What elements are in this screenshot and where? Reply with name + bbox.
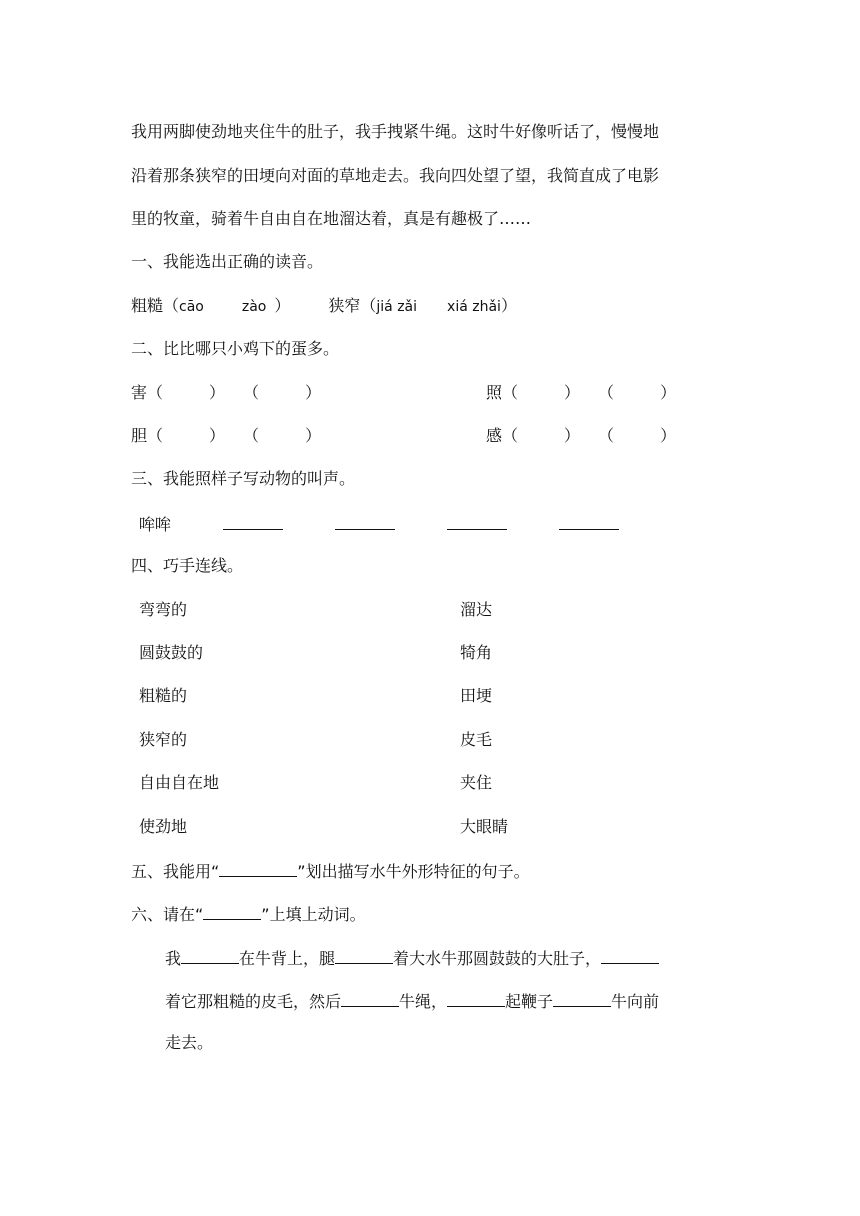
q6-blank-2[interactable] [335, 947, 393, 964]
q4-right-item[interactable]: 皮毛 [460, 730, 493, 749]
q4-right-item[interactable]: 田埂 [460, 686, 493, 705]
q3-blank-4[interactable] [559, 513, 619, 530]
q6-line-2: 着它那粗糙的皮毛，然后 牛绳， 起鞭子 牛向前 [165, 992, 660, 1011]
question-4-title: 四、巧手连线。 [131, 556, 244, 575]
q6-blank-5[interactable] [447, 990, 505, 1007]
q2-row-2-left: 胆（ ） （ ） [131, 426, 322, 445]
q2-row-1-left: 害（ ） （ ） [131, 383, 322, 402]
q6-line-1: 我 在牛背上，腿 着大水牛那圆鼓鼓的大肚子， [165, 947, 659, 969]
q4-left-item[interactable]: 使劲地 [139, 817, 188, 836]
q3-answer-row [139, 513, 619, 535]
q4-left-item[interactable]: 弯弯的 [139, 600, 188, 619]
q3-blank-3[interactable] [447, 513, 507, 530]
q3-blank-1[interactable] [223, 513, 283, 530]
q4-left-item[interactable]: 自由自在地 [139, 773, 220, 792]
q1-option-2b: xiá zhǎi [447, 299, 501, 315]
q1-option-2a: jiá zǎi [376, 299, 418, 315]
question-3-title: 三、我能照样子写动物的叫声。 [131, 469, 356, 488]
question-5-title: 五、我能用“ ”划出描写水牛外形特征的句子。 [131, 862, 530, 881]
q3-blank-2[interactable] [335, 513, 395, 530]
question-1-title: 一、我能选出正确的读音。 [131, 252, 324, 271]
passage-line-2: 沿着那条狭窄的田埂向对面的草地走去。我向四处望了望，我简直成了电影 [131, 166, 660, 185]
question-2-title: 二、比比哪只小鸡下的蛋多。 [131, 339, 340, 358]
q2-char: 胆 [131, 426, 148, 445]
q1-close-1: ） [274, 296, 291, 315]
passage-line-1: 我用两脚使劲地夹住牛的肚子，我手拽紧牛绳。这时牛好像听话了，慢慢地 [131, 122, 660, 141]
question-6-title: 六、请在“ ”上填上动词。 [131, 905, 366, 924]
q4-right-item[interactable]: 溜达 [460, 600, 493, 619]
q4-left-item[interactable]: 圆鼓鼓的 [139, 643, 204, 662]
q1-close-2: ） [500, 296, 517, 315]
q3-example: 哞哞 [139, 515, 172, 534]
q6-blank-1[interactable] [181, 947, 239, 964]
q1-word-1: 粗糙（ [131, 296, 180, 315]
q2-row-1-right: 照（ ） （ ） [486, 383, 677, 402]
q6-underline-sample [203, 903, 261, 920]
q1-option-1b: zào [241, 299, 267, 315]
q2-char: 感 [486, 426, 503, 445]
q1-option-1a: cāo [179, 299, 204, 315]
q2-char: 照 [486, 383, 503, 402]
q2-row-2-right: 感（ ） （ ） [486, 426, 677, 445]
q5-underline-sample [219, 860, 297, 877]
q4-left-item[interactable]: 粗糙的 [139, 686, 188, 705]
q4-left-item[interactable]: 狭窄的 [139, 730, 188, 749]
q4-right-item[interactable]: 夹住 [460, 773, 493, 792]
passage-line-3: 里的牧童，骑着牛自由自在地溜达着，真是有趣极了…… [131, 209, 532, 228]
q6-blank-6[interactable] [553, 990, 611, 1007]
q2-char: 害 [131, 383, 148, 402]
q1-word-2: 狭窄（ [328, 296, 377, 315]
q6-blank-3[interactable] [601, 947, 659, 964]
q6-line-3: 走去。 [165, 1033, 214, 1052]
question-1-options [131, 296, 517, 317]
q6-blank-4[interactable] [341, 990, 399, 1007]
q4-right-item[interactable]: 犄角 [460, 643, 493, 662]
q4-right-item[interactable]: 大眼睛 [460, 817, 509, 836]
